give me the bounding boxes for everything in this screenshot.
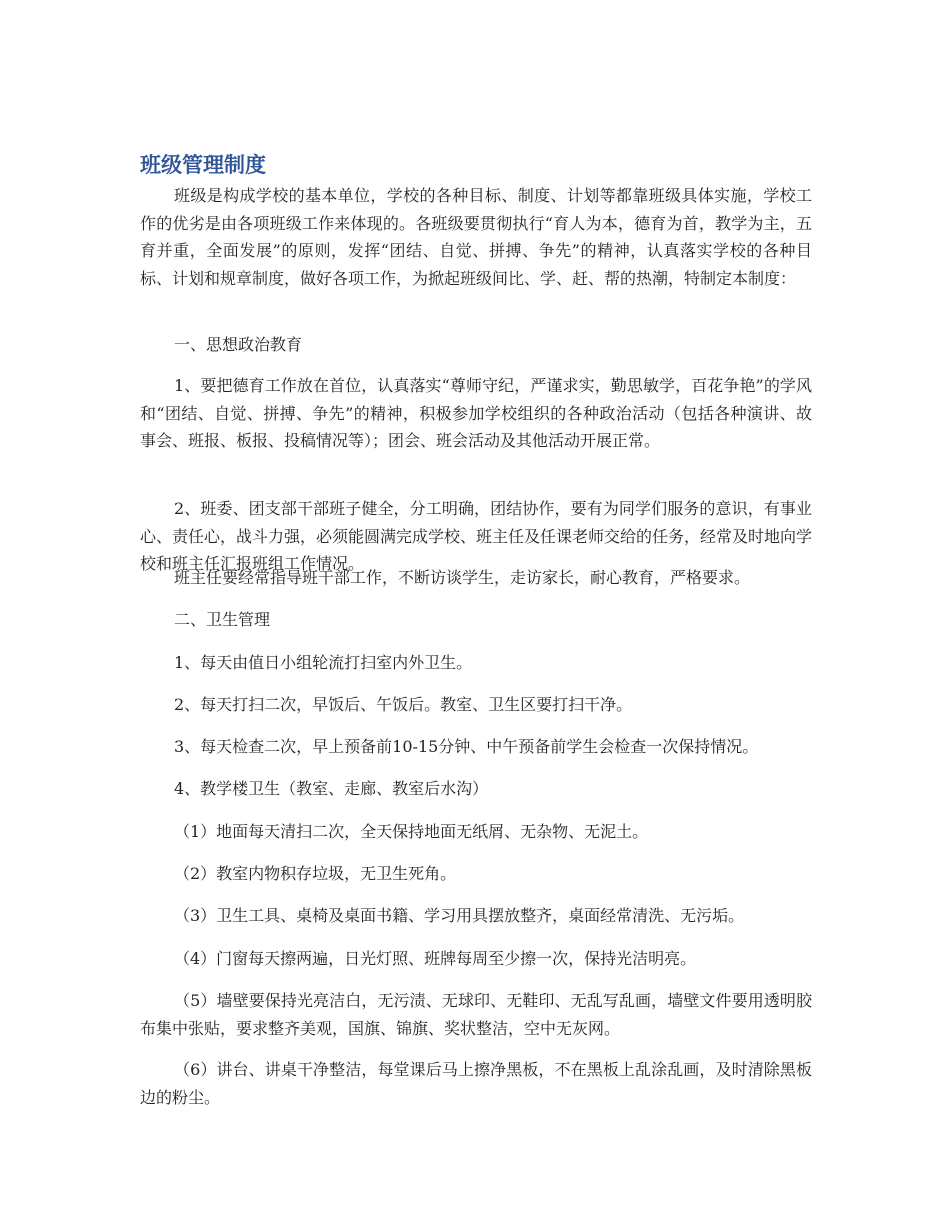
intro-paragraph: 班级是构成学校的基本单位，学校的各种目标、制度、计划等都靠班级具体实施，学校工作的优劣是由各项班级工作来体现的。各班级要贯彻执行“育人为本，德育为首，教学为主，五育并重，全面发展”的原则，发挥“团结、自觉、拼搏、争先”的精神，认真落实学校的各种目标、计划和规章制度，做好各项工作，为掀起班级间比、学、赶、帮的热潮，特制定本制度： [140,186,812,288]
section-heading-politics: 一、思想政治教育 [174,335,303,354]
class-teacher-guidance: 班主任要经常指导班干部工作，不断访谈学生，走访家长，耐心教育，严格要求。 [174,568,751,587]
hygiene-item-3: 3、每天检查二次，早上预备前10-15分钟、中午预备前学生会检查一次保持情况。 [174,737,759,756]
hygiene-subitem-1: （1）地面每天清扫二次，全天保持地面无纸屑、无杂物、无泥土。 [174,822,649,841]
hygiene-subitem-4: （4）门窗每天擦两遍，日光灯照、班牌每周至少擦一次，保持光洁明亮。 [174,949,697,968]
hygiene-subitem-5: （5）墙壁要保持光亮洁白，无污渍、无球印、无鞋印、无乱写乱画，墙壁文件要用透明胶布集中张贴，要求整齐美观，国旗、锦旗、奖状整洁，空中无灰网。 [140,991,812,1038]
hygiene-subitem-3: （3）卫生工具、桌椅及桌面书籍、学习用具摆放整齐，桌面经常清洗、无污垢。 [174,906,745,925]
hygiene-subitem-2: （2）教室内物积存垃圾，无卫生死角。 [174,864,457,883]
hygiene-item-4: 4、教学楼卫生（教室、走廊、教室后水沟） [174,779,489,798]
hygiene-item-1: 1、每天由值日小组轮流打扫室内外卫生。 [174,653,473,672]
politics-item-2: 2、班委、团支部干部班子健全，分工明确，团结协作，要有为同学们服务的意识，有事业心、责任心，战斗力强，必须能圆满完成学校、班主任及任课老师交给的任务，经常及时地向学校和班主任汇报班组工作情况。 [140,499,813,573]
document-title: 班级管理制度 [140,153,266,177]
politics-item-1: 1、要把德育工作放在首位，认真落实“尊师守纪，严谨求实，勤思敏学，百花争艳”的学风和“团结、自觉、拼搏、争先”的精神，积极参加学校组织的各种政治活动（包括各种演讲、故事会、班报、板报、投稿情况等）；团会、班会活动及其他活动开展正常。 [140,376,812,450]
hygiene-subitem-6: （6）讲台、讲桌干净整洁，每堂课后马上擦净黑板，不在黑板上乱涂乱画，及时清除黑板边的粉尘。 [140,1060,812,1107]
section-heading-hygiene: 二、卫生管理 [174,610,271,629]
hygiene-item-2: 2、每天打扫二次，早饭后、午饭后。教室、卫生区要打扫干净。 [174,695,633,714]
